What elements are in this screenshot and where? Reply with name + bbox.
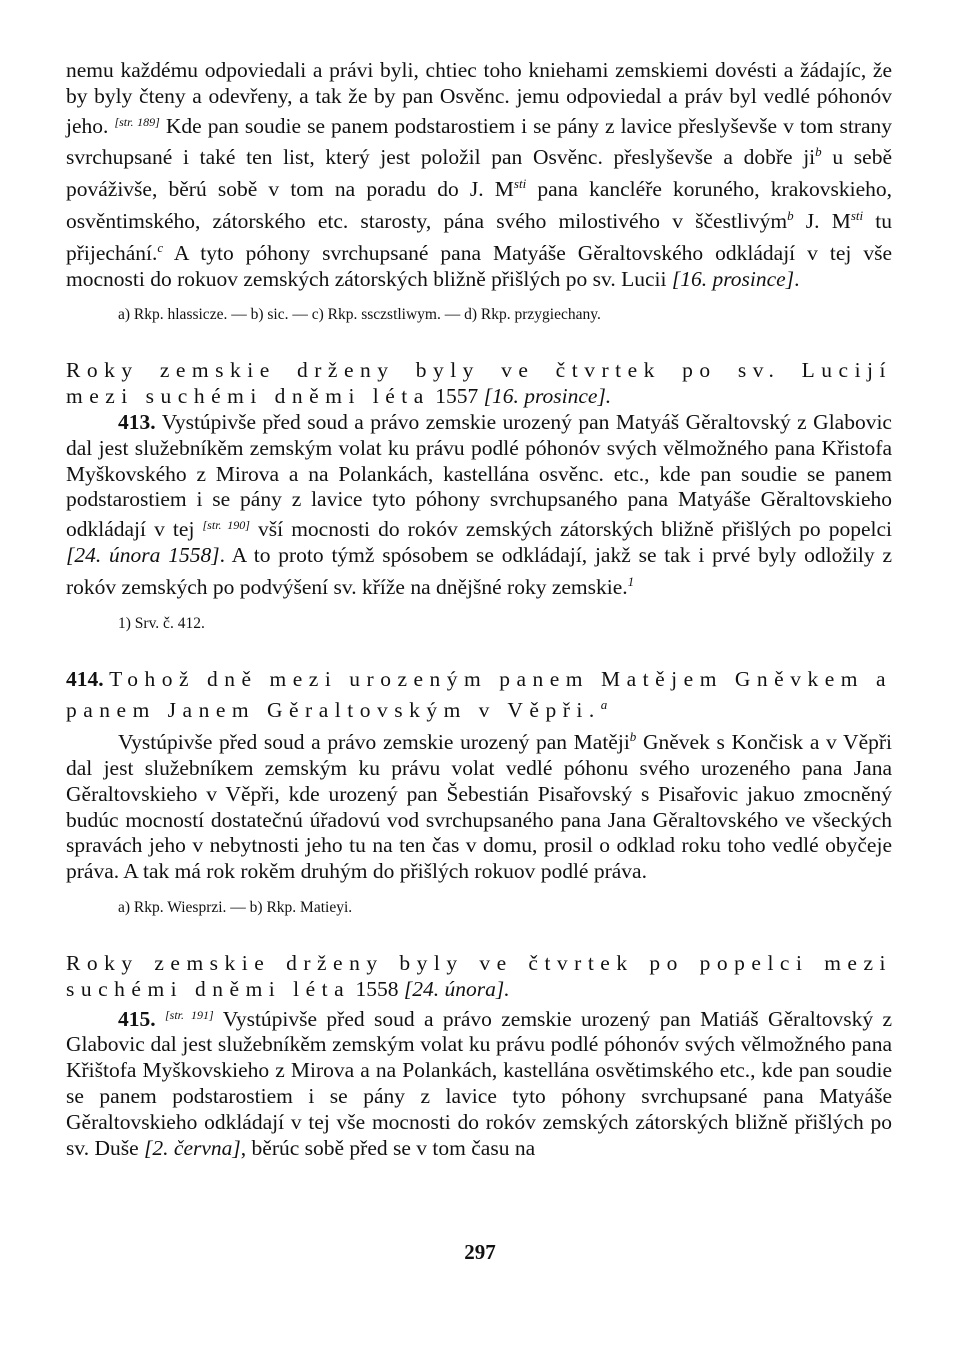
entry-415: 415. [str. 191] Vystúpivše před soud a právo zemskie urozený pan Matiáš Gěraltovský z Glabovic dal jest služebníkěm zemským volat ku právu podlé póhonóv svých vělmožného pana Křištofa Myškovskieho z Mirova a na Polankách, kastellána osvětimského etc., kde pan soudie se panem podstarostiem i se pány z lavice tyto póhony svrchupsané pana Matyáše Gěraltovskieho odkládají v tej vše mocnosti do rokóv zemských zátorských bližně přišlých po sv. Duše [2. června], běrúc sobě před se v tom času na [66, 1006, 892, 1160]
footnote: 1) Srv. č. 412. [118, 614, 205, 632]
superscript-abbrev: sti [850, 207, 864, 223]
entry-414-heading: 414. Tohož dně mezi urozeným panem Matějem Gněvkem a panem Janem Gěraltovským v Věpři.$^a$ [66, 666, 893, 723]
entry-number: 415. [118, 1006, 156, 1031]
paragraph-continued: nemu každému odpoviedali a právi byli, chtiec toho kniehami zemskiemi dovésti a žádajíc, že by byly čteny a odevřeny, a tak že by pan Osvěnc. jemu odpoviedal a práv byl vedlé póhonóv jeho. [str. 189] Kde pan soudie se panem podstarostiem i se pány z lavice přeslyševše v tom strany svrchupsané i také ten list, který jest položil pan Osvěnc. přeslyševše a dobře $ji^b$ u sebě pováživše, běrú sobě v tom na poradu do J. $M^{sti}$ pana kancléře koruného, krakovskieho, osvěntimského, zátorského etc. starosty, pána svého milostivého v ščestlivým$^b$ J. $M^{sti}$ tu přijechání.$^c$ A tyto póhony svrchupsané pana Matyáše Gěraltovského odkládají v tej vše mocnosti do rokuov zemských zátorských bližně přišlých po sv. Lucii [16. prosince]. [66, 58, 893, 291]
section-heading: Roky zemskie drženy byly ve čtvrtek po popelci mezi suchémi dněmi léta 1558 [24. února]. [66, 950, 892, 1001]
entry-number: 414. [66, 666, 104, 691]
footnote-marker: a [600, 697, 608, 713]
editorial-date: [2. června] [144, 1135, 241, 1160]
footnote-marker: b [787, 207, 794, 223]
footnote-marker: b [815, 144, 822, 160]
entry-414: Vystúpivše před soud a právo zemskie urozený pan Matěji$^b$ Gněvek s Končisk a v Věpři dal jest služebníkem zemským ku právu volat vedlé póhonu svého urozeného pana Jana Gěraltovskieho v Věpři, kde urozený pan Šebestián Pisařovský s Pisařovic jakuo zmocněný budúc mocností dostatečnú úřadovú vod svrchupsaného pana Jana Gěraltovského ve všeckých spravách jeho v nebytnosti jeho tu na ten čas v domu, prosil o odklad roku toho vedlé obyčeje práva. A tak má rok rokěm druhým do přišlých rokuov podlé práva. [66, 729, 893, 884]
footnote-marker: 1 [627, 573, 635, 589]
superscript-abbrev: sti [513, 176, 527, 192]
footnote-marker: b [629, 729, 637, 745]
section-heading: Roky zemskie drženy byly ve čtvrtek po sv. Lucijí mezi suchémi dněmi léta 1557 [16. prosince]. [66, 358, 892, 409]
page-number: 297 [464, 1240, 496, 1264]
editorial-date: [24. února 1558] [66, 542, 220, 567]
entry-413: 413. Vystúpivše před soud a právo zemskie urozený pan Matyáš Gěraltovský z Glabovic dal jest služebníkěm zemským volat ku právu podlé póhonóv svých vělmožného pana Křistofa Myškovského z Mirova a na Polankách, kastellána osvěnc. etc., kde pan soudie se panem podstarostiem i se pány z lavice tyto póhony svrchupsaného pana Matyáše Gěraltovskieho odkládají v tej [str. 190] vší mocnosti do rokóv zemských zátorských bližně přišlých po popelci [24. února 1558]. A to proto týmž spósobem se odkládají, jakž se tak i prvé byly odložily z rokóv zemských po podvýšení sv. kříže na dnějšné roky zemskie.$^1$ [66, 409, 893, 599]
page-reference: [str. 189] [114, 114, 160, 129]
footnote: a) Rkp. hlassicze. — b) sic. — c) Rkp. ssczstliwym. — d) Rkp. przygiechany. [118, 306, 601, 324]
footnote-marker: c [157, 239, 164, 255]
editorial-date: [16. prosince] [671, 266, 795, 291]
footnote: a) Rkp. Wiesprzi. — b) Rkp. Matieyi. [118, 898, 353, 916]
page-reference: [str. 190] [202, 518, 250, 533]
page-reference: [str. 191] [165, 1007, 214, 1022]
entry-number: 413. [118, 409, 156, 434]
